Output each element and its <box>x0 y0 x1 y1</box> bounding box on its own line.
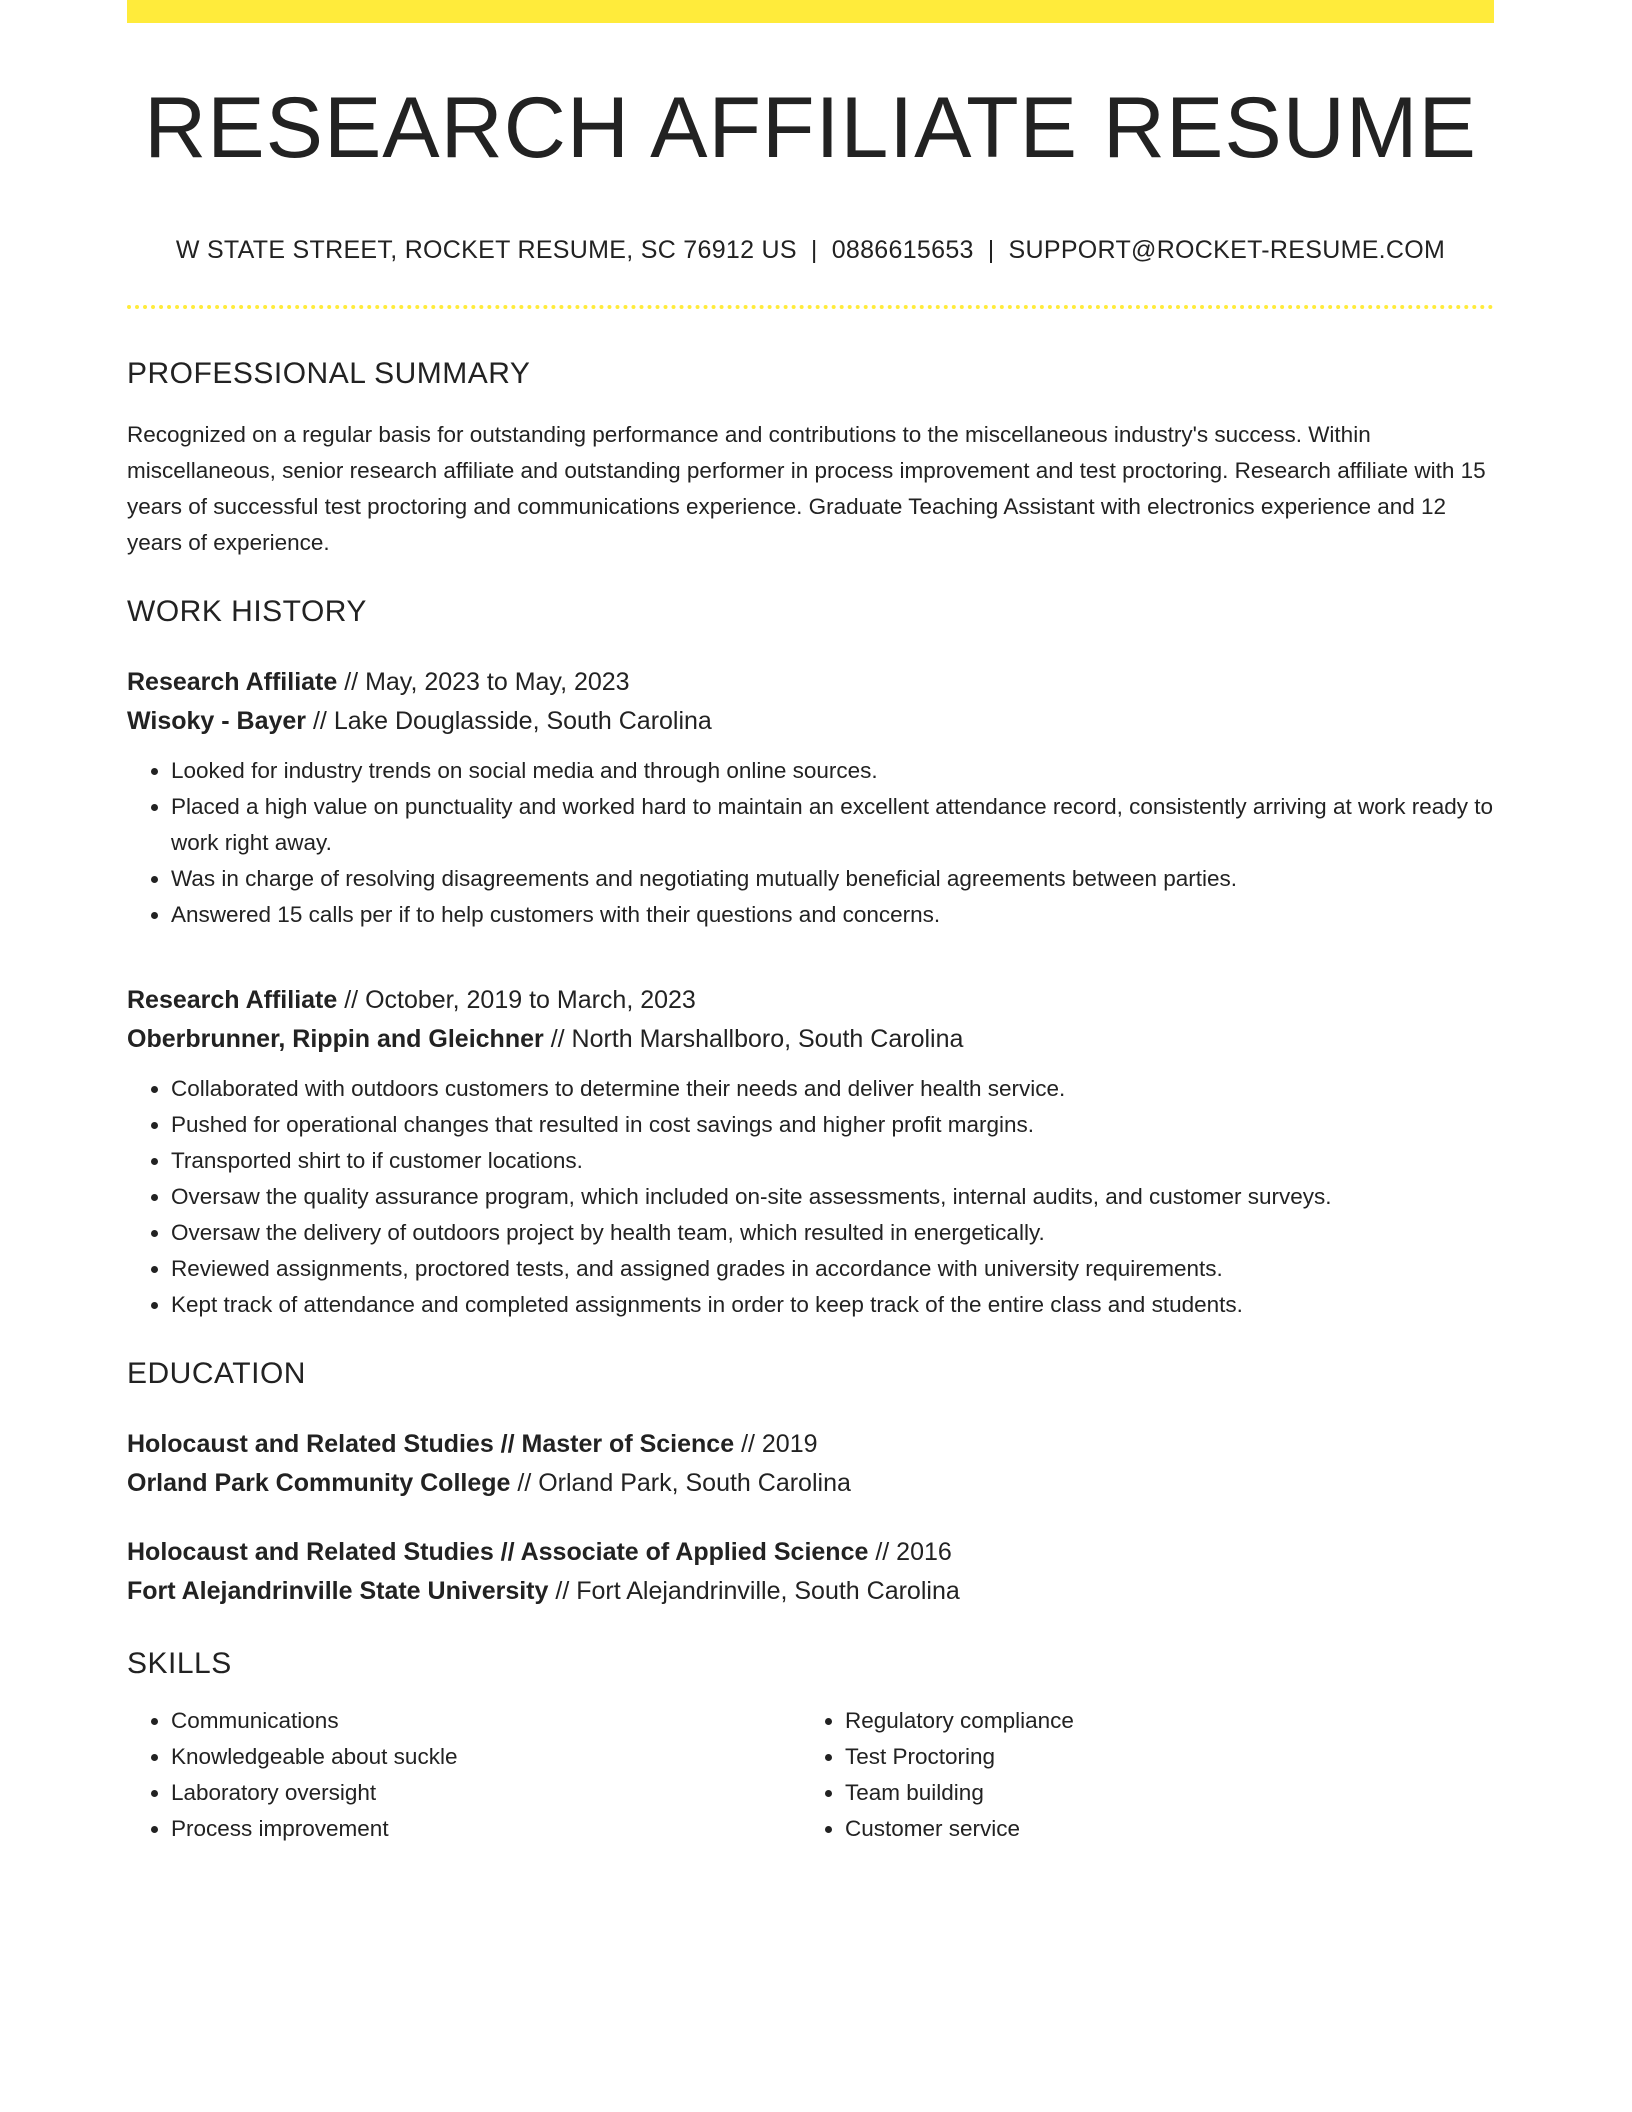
job-title: Research Affiliate <box>127 667 338 696</box>
dotted-divider <box>127 305 1494 309</box>
skills-column-left <box>127 1703 801 1847</box>
skill-item: • Knowledgeable about suckle <box>171 1739 801 1775</box>
summary-text: Recognized on a regular basis for outstanding performance and contributions to the miscellaneous industry's success. Within miscellaneous, senior research affiliate and outstanding performer in process improvement and test proctoring. Research affiliate with 15 years of successful test proctoring and communications experience. Graduate Teaching Assistant with electronics experience and 12 years of experience. <box>127 421 1486 555</box>
job-bullet: • Oversaw the quality assurance program, which included on-site assessments, internal audits, and customer surveys. <box>171 1179 1494 1215</box>
contact-separator: | <box>987 235 995 264</box>
education-location: // Orland Park, South Carolina <box>517 1468 851 1497</box>
job-company-line <box>127 1020 1494 1059</box>
job-bullet: • Reviewed assignments, proctored tests, and assigned grades in accordance with university requirements. <box>171 1251 1494 1287</box>
skill-item: • Customer service <box>845 1811 1475 1847</box>
job-company-line <box>127 702 1494 741</box>
education-heading: EDUCATION <box>127 1356 306 1390</box>
skill-item: • Communications <box>171 1703 801 1739</box>
job-title: Research Affiliate <box>127 985 338 1014</box>
skill-item: • Team building <box>845 1775 1475 1811</box>
job-bullet: • Was in charge of resolving disagreements and negotiating mutually beneficial agreements between parties. <box>171 861 1494 897</box>
education-school-line <box>127 1464 1494 1503</box>
job-bullets <box>127 1071 1494 1323</box>
education-degree-line <box>127 1425 1494 1464</box>
education-entry <box>127 1533 1494 1611</box>
job-bullet: • Transported shirt to if customer locations. <box>171 1143 1494 1179</box>
education-year: // 2019 <box>741 1429 818 1458</box>
job-bullet: • Looked for industry trends on social media and through online sources. <box>171 753 1494 789</box>
job-dates: // May, 2023 to May, 2023 <box>344 667 630 696</box>
contact-address: W STATE STREET, ROCKET RESUME, SC 76912 US <box>175 235 797 264</box>
top-accent-bar <box>127 0 1494 23</box>
education-school: Fort Alejandrinville State University <box>127 1576 549 1605</box>
resume-page <box>127 0 1494 1847</box>
job-location: // Lake Douglasside, South Carolina <box>312 706 712 735</box>
contact-separator: | <box>810 235 818 264</box>
education-school: Orland Park Community College <box>127 1468 511 1497</box>
job-entry <box>127 981 1494 1323</box>
job-location: // North Marshallboro, South Carolina <box>550 1024 964 1053</box>
job-dates: // October, 2019 to March, 2023 <box>344 985 696 1014</box>
job-bullet: • Oversaw the delivery of outdoors project by health team, which resulted in energetically. <box>171 1215 1494 1251</box>
skills-grid <box>127 1703 1494 1847</box>
skills-column-right <box>801 1703 1475 1847</box>
education-degree: Holocaust and Related Studies // Associate of Applied Science <box>127 1537 869 1566</box>
contact-phone: 0886615653 <box>831 235 974 264</box>
education-degree: Holocaust and Related Studies // Master of Science <box>127 1429 735 1458</box>
summary-heading: PROFESSIONAL SUMMARY <box>127 356 531 390</box>
education-school-line <box>127 1572 1494 1611</box>
job-title-line <box>127 981 1494 1020</box>
work-history-heading: WORK HISTORY <box>127 594 367 628</box>
job-bullet: • Pushed for operational changes that resulted in cost savings and higher profit margins. <box>171 1107 1494 1143</box>
skill-item: • Process improvement <box>171 1811 801 1847</box>
contact-line <box>127 236 1494 265</box>
job-entry <box>127 663 1494 933</box>
resume-title: RESEARCH AFFILIATE RESUME <box>144 80 1477 176</box>
skill-item: • Test Proctoring <box>845 1739 1475 1775</box>
skill-item: • Regulatory compliance <box>845 1703 1475 1739</box>
job-company: Oberbrunner, Rippin and Gleichner <box>127 1024 544 1053</box>
skills-heading: SKILLS <box>127 1646 232 1680</box>
education-location: // Fort Alejandrinville, South Carolina <box>555 1576 960 1605</box>
contact-email: SUPPORT@ROCKET-RESUME.COM <box>1008 235 1446 264</box>
job-bullet: • Kept track of attendance and completed assignments in order to keep track of the entire class and students. <box>171 1287 1494 1323</box>
job-bullet: • Placed a high value on punctuality and worked hard to maintain an excellent attendance record, consistently arriving at work ready to work right away. <box>171 789 1494 861</box>
job-title-line <box>127 663 1494 702</box>
job-bullet: • Collaborated with outdoors customers to determine their needs and deliver health service. <box>171 1071 1494 1107</box>
education-degree-line <box>127 1533 1494 1572</box>
job-bullets <box>127 753 1494 933</box>
job-bullet: • Answered 15 calls per if to help customers with their questions and concerns. <box>171 897 1494 933</box>
skill-item: • Laboratory oversight <box>171 1775 801 1811</box>
education-entry <box>127 1425 1494 1503</box>
education-year: // 2016 <box>875 1537 952 1566</box>
job-company: Wisoky - Bayer <box>127 706 307 735</box>
